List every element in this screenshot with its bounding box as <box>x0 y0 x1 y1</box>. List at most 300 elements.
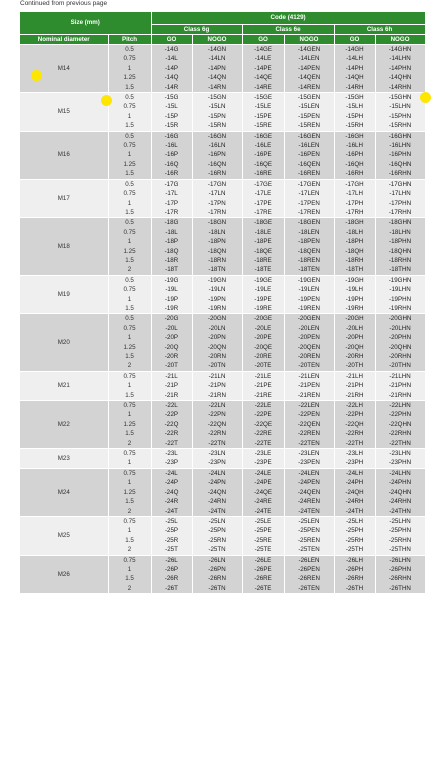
nogo-6h-cell: -19RHN <box>375 304 425 314</box>
go-6e-cell: -19GE <box>242 275 284 285</box>
nogo-6h-cell: -24LHN <box>375 468 425 478</box>
go-6h-cell: -24PH <box>334 478 375 487</box>
table-row <box>20 555 425 565</box>
go-6h-cell: -15RH <box>334 121 375 131</box>
go-6g-cell: -17L <box>151 189 192 198</box>
go-6g-cell: -23L <box>151 449 192 459</box>
nogo-6g-cell: -18RN <box>192 256 242 265</box>
go-6g-cell: -16Q <box>151 160 192 169</box>
nogo-6g-cell: -18GN <box>192 218 242 228</box>
go-6e-cell: -25RE <box>242 536 284 545</box>
pitch-cell: 0.75 <box>108 189 151 198</box>
pitch-cell: 1 <box>108 381 151 390</box>
nogo-6e-cell: -16GEN <box>284 131 334 141</box>
go-6g-cell: -26L <box>151 555 192 565</box>
go-6h-cell: -20GH <box>334 314 375 324</box>
pitch-cell: 2 <box>108 439 151 449</box>
nogo-6g-cell: -22RN <box>192 429 242 438</box>
go-6h-cell: -14QH <box>334 73 375 82</box>
nogo-6e-cell: -25PEN <box>284 526 334 535</box>
pitch-cell: 1.5 <box>108 352 151 361</box>
pitch-cell: 1.25 <box>108 247 151 256</box>
nogo-6e-cell: -20PEN <box>284 333 334 342</box>
pitch-cell: 1 <box>108 295 151 304</box>
nogo-6h-cell: -26THN <box>375 584 425 593</box>
go-6h-cell: -18PH <box>334 237 375 246</box>
nogo-6h-cell: -19PHN <box>375 295 425 304</box>
nogo-6e-cell: -16REN <box>284 169 334 179</box>
go-6e-cell: -19RE <box>242 304 284 314</box>
nogo-6e-cell: -18PEN <box>284 237 334 246</box>
nogo-6e-cell: -24REN <box>284 497 334 506</box>
pitch-cell: 1 <box>108 410 151 419</box>
nogo-6e-cell: -26PEN <box>284 565 334 574</box>
table-row <box>20 131 425 141</box>
nogo-6e-cell: -16LEN <box>284 141 334 150</box>
go-header-6g: GO <box>151 35 192 45</box>
pitch-cell: 0.75 <box>108 401 151 411</box>
nogo-6e-cell: -18GEN <box>284 218 334 228</box>
go-6g-cell: -14P <box>151 64 192 73</box>
nogo-6h-cell: -14GHN <box>375 45 425 55</box>
nogo-6g-cell: -22QN <box>192 420 242 429</box>
go-6e-cell: -25LE <box>242 516 284 526</box>
nogo-6h-cell: -25LHN <box>375 516 425 526</box>
go-6e-cell: -22PE <box>242 410 284 419</box>
nogo-6e-cell: -17GEN <box>284 179 334 189</box>
nogo-6g-cell: -14PN <box>192 64 242 73</box>
go-6e-cell: -18RE <box>242 256 284 265</box>
nogo-header-6g: NOGO <box>192 35 242 45</box>
go-6h-cell: -21RH <box>334 391 375 401</box>
nogo-6h-cell: -14PHN <box>375 64 425 73</box>
nogo-6h-cell: -15GHN <box>375 93 425 103</box>
go-6g-cell: -14R <box>151 83 192 93</box>
go-6e-cell: -25TE <box>242 545 284 555</box>
go-6h-cell: -22QH <box>334 420 375 429</box>
go-6e-cell: -18QE <box>242 247 284 256</box>
go-6h-cell: -25TH <box>334 545 375 555</box>
go-6h-cell: -26RH <box>334 574 375 583</box>
nogo-6h-cell: -25RHN <box>375 536 425 545</box>
nogo-6h-cell: -14LHN <box>375 54 425 63</box>
nogo-6g-cell: -24PN <box>192 478 242 487</box>
go-6g-cell: -23P <box>151 458 192 468</box>
nogo-6g-cell: -15LN <box>192 102 242 111</box>
table-row <box>20 45 425 55</box>
go-6e-cell: -24PE <box>242 478 284 487</box>
code-header: Code (4129) <box>151 12 425 25</box>
go-6g-cell: -19R <box>151 304 192 314</box>
go-6h-cell: -16RH <box>334 169 375 179</box>
nogo-6g-cell: -22PN <box>192 410 242 419</box>
go-6h-cell: -20RH <box>334 352 375 361</box>
go-6h-cell: -23LH <box>334 449 375 459</box>
nogo-6h-cell: -15LHN <box>375 102 425 111</box>
nogo-6h-cell: -20QHN <box>375 343 425 352</box>
nogo-6h-cell: -26LHN <box>375 555 425 565</box>
pitch-header: Pitch <box>108 35 151 45</box>
table-row <box>20 449 425 459</box>
nogo-6h-cell: -20GHN <box>375 314 425 324</box>
nogo-6h-cell: -26RHN <box>375 574 425 583</box>
table-row <box>20 93 425 103</box>
go-6h-cell: -20QH <box>334 343 375 352</box>
go-6g-cell: -20L <box>151 324 192 333</box>
nogo-6h-cell: -16GHN <box>375 131 425 141</box>
nogo-6g-cell: -17PN <box>192 199 242 208</box>
nogo-6g-cell: -20QN <box>192 343 242 352</box>
nogo-6e-cell: -16PEN <box>284 150 334 159</box>
pitch-cell: 1.25 <box>108 420 151 429</box>
go-6g-cell: -22L <box>151 401 192 411</box>
nogo-6g-cell: -21RN <box>192 391 242 401</box>
go-6g-cell: -22R <box>151 429 192 438</box>
go-6g-cell: -18R <box>151 256 192 265</box>
go-6h-cell: -16GH <box>334 131 375 141</box>
go-6h-cell: -22RH <box>334 429 375 438</box>
nogo-6e-cell: -19GEN <box>284 275 334 285</box>
nogo-6e-cell: -20GEN <box>284 314 334 324</box>
pitch-cell: 0.75 <box>108 102 151 111</box>
pitch-cell: 1.25 <box>108 73 151 82</box>
go-6e-cell: -26PE <box>242 565 284 574</box>
go-6e-cell: -22QE <box>242 420 284 429</box>
pitch-cell: 2 <box>108 545 151 555</box>
nogo-6g-cell: -18TN <box>192 265 242 275</box>
nogo-6g-cell: -16QN <box>192 160 242 169</box>
go-6e-cell: -19PE <box>242 295 284 304</box>
pitch-cell: 2 <box>108 361 151 371</box>
go-6g-cell: -24T <box>151 507 192 517</box>
nogo-6h-cell: -20RHN <box>375 352 425 361</box>
go-6h-cell: -14GH <box>334 45 375 55</box>
nogo-6h-cell: -17PHN <box>375 199 425 208</box>
nogo-6g-cell: -16LN <box>192 141 242 150</box>
pitch-cell: 0.75 <box>108 449 151 459</box>
go-6h-cell: -21LH <box>334 371 375 381</box>
nominal-diameter-cell: M17 <box>20 179 108 218</box>
go-6e-cell: -23LE <box>242 449 284 459</box>
pitch-cell: 1.5 <box>108 121 151 131</box>
pitch-cell: 1.5 <box>108 429 151 438</box>
nogo-6h-cell: -26PHN <box>375 565 425 574</box>
class-6g-header: Class 6g <box>151 25 242 35</box>
go-6g-cell: -24L <box>151 468 192 478</box>
pitch-cell: 1 <box>108 237 151 246</box>
nogo-6e-cell: -20TEN <box>284 361 334 371</box>
go-6e-cell: -22LE <box>242 401 284 411</box>
go-6e-cell: -20RE <box>242 352 284 361</box>
go-6g-cell: -22P <box>151 410 192 419</box>
pitch-cell: 1.5 <box>108 304 151 314</box>
pitch-cell: 0.75 <box>108 516 151 526</box>
go-6e-cell: -18LE <box>242 228 284 237</box>
go-6g-cell: -26T <box>151 584 192 593</box>
go-6g-cell: -26R <box>151 574 192 583</box>
go-6e-cell: -23PE <box>242 458 284 468</box>
go-6h-cell: -18TH <box>334 265 375 275</box>
go-6e-cell: -24LE <box>242 468 284 478</box>
go-6h-cell: -15LH <box>334 102 375 111</box>
go-6e-cell: -17GE <box>242 179 284 189</box>
nominal-diameter-cell: M20 <box>20 314 108 371</box>
go-6g-cell: -15P <box>151 112 192 121</box>
go-6h-cell: -20PH <box>334 333 375 342</box>
nogo-6h-cell: -20PHN <box>375 333 425 342</box>
highlight-marker <box>101 95 112 106</box>
size-header: Size (mm) <box>20 12 151 35</box>
table-row <box>20 371 425 381</box>
nogo-6g-cell: -22LN <box>192 401 242 411</box>
pitch-cell: 2 <box>108 584 151 593</box>
nogo-6h-cell: -17GHN <box>375 179 425 189</box>
nogo-6g-cell: -20RN <box>192 352 242 361</box>
nogo-6e-cell: -19PEN <box>284 295 334 304</box>
go-6h-cell: -26LH <box>334 555 375 565</box>
nogo-6h-cell: -16LHN <box>375 141 425 150</box>
go-6h-cell: -24LH <box>334 468 375 478</box>
table-row <box>20 314 425 324</box>
nogo-6h-cell: -22PHN <box>375 410 425 419</box>
go-6h-cell: -25PH <box>334 526 375 535</box>
nogo-6g-cell: -17LN <box>192 189 242 198</box>
go-6g-cell: -14G <box>151 45 192 55</box>
go-6e-cell: -25PE <box>242 526 284 535</box>
nogo-6e-cell: -17PEN <box>284 199 334 208</box>
pitch-cell: 0.5 <box>108 179 151 189</box>
nogo-6e-cell: -22TEN <box>284 439 334 449</box>
nogo-6g-cell: -20TN <box>192 361 242 371</box>
nogo-6h-cell: -19GHN <box>375 275 425 285</box>
nogo-6g-cell: -24LN <box>192 468 242 478</box>
go-6h-cell: -17LH <box>334 189 375 198</box>
pitch-cell: 1.5 <box>108 256 151 265</box>
nogo-6g-cell: -25LN <box>192 516 242 526</box>
go-6e-cell: -14RE <box>242 83 284 93</box>
pitch-cell: 1 <box>108 112 151 121</box>
pitch-cell: 1 <box>108 64 151 73</box>
nogo-6e-cell: -16QEN <box>284 160 334 169</box>
nogo-6e-cell: -15GEN <box>284 93 334 103</box>
nogo-6e-cell: -25REN <box>284 536 334 545</box>
go-header-6e: GO <box>242 35 284 45</box>
pitch-cell: 1 <box>108 565 151 574</box>
nominal-diameter-cell: M26 <box>20 555 108 593</box>
go-6g-cell: -22Q <box>151 420 192 429</box>
nogo-6h-cell: -25THN <box>375 545 425 555</box>
go-6h-cell: -15GH <box>334 93 375 103</box>
go-6g-cell: -18Q <box>151 247 192 256</box>
go-6g-cell: -20G <box>151 314 192 324</box>
pitch-cell: 0.5 <box>108 93 151 103</box>
nogo-6h-cell: -21LHN <box>375 371 425 381</box>
go-6h-cell: -22LH <box>334 401 375 411</box>
nogo-6g-cell: -21PN <box>192 381 242 390</box>
highlight-marker <box>31 70 42 81</box>
pitch-cell: 0.75 <box>108 141 151 150</box>
nogo-6h-cell: -22QHN <box>375 420 425 429</box>
nogo-6h-cell: -24RHN <box>375 497 425 506</box>
highlight-marker <box>420 92 431 103</box>
go-6g-cell: -19L <box>151 285 192 294</box>
go-6g-cell: -16R <box>151 169 192 179</box>
nogo-6g-cell: -21LN <box>192 371 242 381</box>
go-6e-cell: -18GE <box>242 218 284 228</box>
nogo-6h-cell: -20THN <box>375 361 425 371</box>
go-6e-cell: -26LE <box>242 555 284 565</box>
go-6g-cell: -14Q <box>151 73 192 82</box>
go-6h-cell: -22TH <box>334 439 375 449</box>
nogo-6g-cell: -14GN <box>192 45 242 55</box>
pitch-cell: 1.25 <box>108 343 151 352</box>
go-6e-cell: -15RE <box>242 121 284 131</box>
nogo-6g-cell: -26PN <box>192 565 242 574</box>
go-6g-cell: -16P <box>151 150 192 159</box>
go-6h-cell: -16PH <box>334 150 375 159</box>
nogo-6e-cell: -14GEN <box>284 45 334 55</box>
nominal-diameter-cell: M18 <box>20 218 108 275</box>
go-6h-cell: -19PH <box>334 295 375 304</box>
gauge-code-table <box>20 12 426 593</box>
nogo-6h-cell: -23LHN <box>375 449 425 459</box>
go-6e-cell: -18TE <box>242 265 284 275</box>
nogo-6g-cell: -15GN <box>192 93 242 103</box>
pitch-cell: 0.5 <box>108 131 151 141</box>
go-6g-cell: -25P <box>151 526 192 535</box>
go-6g-cell: -20R <box>151 352 192 361</box>
nogo-6e-cell: -14QEN <box>284 73 334 82</box>
nogo-6g-cell: -14RN <box>192 83 242 93</box>
nogo-6g-cell: -18PN <box>192 237 242 246</box>
pitch-cell: 0.75 <box>108 371 151 381</box>
pitch-cell: 0.75 <box>108 324 151 333</box>
nominal-diameter-cell: M21 <box>20 371 108 400</box>
nogo-6h-cell: -23PHN <box>375 458 425 468</box>
go-6h-cell: -25LH <box>334 516 375 526</box>
go-6g-cell: -18G <box>151 218 192 228</box>
go-6h-cell: -17PH <box>334 199 375 208</box>
nominal-diameter-cell: M22 <box>20 401 108 449</box>
nogo-6e-cell: -20REN <box>284 352 334 361</box>
nominal-diameter-cell: M14 <box>20 45 108 93</box>
go-6e-cell: -16GE <box>242 131 284 141</box>
go-6e-cell: -14PE <box>242 64 284 73</box>
nogo-6h-cell: -14QHN <box>375 73 425 82</box>
nogo-6h-cell: -20LHN <box>375 324 425 333</box>
continued-note: Continued from previous page <box>20 0 108 7</box>
nogo-6g-cell: -18QN <box>192 247 242 256</box>
nominal-diameter-cell: M19 <box>20 275 108 314</box>
nominal-diameter-cell: M24 <box>20 468 108 516</box>
nogo-6e-cell: -15PEN <box>284 112 334 121</box>
pitch-cell: 1 <box>108 478 151 487</box>
nominal-diameter-cell: M15 <box>20 93 108 132</box>
nogo-6h-cell: -18GHN <box>375 218 425 228</box>
go-6e-cell: -26RE <box>242 574 284 583</box>
table-row <box>20 179 425 189</box>
nogo-6g-cell: -19LN <box>192 285 242 294</box>
go-6g-cell: -16G <box>151 131 192 141</box>
pitch-cell: 1 <box>108 333 151 342</box>
nogo-6e-cell: -14REN <box>284 83 334 93</box>
go-6h-cell: -24RH <box>334 497 375 506</box>
nogo-6e-cell: -26REN <box>284 574 334 583</box>
go-6e-cell: -22TE <box>242 439 284 449</box>
go-6h-cell: -24QH <box>334 488 375 497</box>
nogo-6e-cell: -24QEN <box>284 488 334 497</box>
go-6e-cell: -14QE <box>242 73 284 82</box>
table-row <box>20 218 425 228</box>
nogo-6e-cell: -26LEN <box>284 555 334 565</box>
nogo-6e-cell: -24PEN <box>284 478 334 487</box>
nogo-6h-cell: -22THN <box>375 439 425 449</box>
nogo-6e-cell: -21PEN <box>284 381 334 390</box>
nogo-6g-cell: -15RN <box>192 121 242 131</box>
nogo-6e-cell: -14LEN <box>284 54 334 63</box>
nogo-6g-cell: -16PN <box>192 150 242 159</box>
go-6e-cell: -14GE <box>242 45 284 55</box>
go-6h-cell: -17RH <box>334 208 375 218</box>
pitch-cell: 1.5 <box>108 83 151 93</box>
nogo-6g-cell: -23LN <box>192 449 242 459</box>
go-6g-cell: -25L <box>151 516 192 526</box>
nogo-6e-cell: -21LEN <box>284 371 334 381</box>
go-6h-cell: -18GH <box>334 218 375 228</box>
nogo-6e-cell: -18LEN <box>284 228 334 237</box>
go-6e-cell: -21LE <box>242 371 284 381</box>
nogo-6g-cell: -20GN <box>192 314 242 324</box>
nogo-6h-cell: -17LHN <box>375 189 425 198</box>
nogo-6h-cell: -24QHN <box>375 488 425 497</box>
nogo-6g-cell: -20LN <box>192 324 242 333</box>
nogo-6h-cell: -17RHN <box>375 208 425 218</box>
nominal-diameter-cell: M23 <box>20 449 108 469</box>
go-6e-cell: -24RE <box>242 497 284 506</box>
nogo-6e-cell: -20LEN <box>284 324 334 333</box>
go-6e-cell: -20TE <box>242 361 284 371</box>
nogo-6g-cell: -26TN <box>192 584 242 593</box>
nogo-6g-cell: -18LN <box>192 228 242 237</box>
go-6e-cell: -20GE <box>242 314 284 324</box>
pitch-cell: 0.5 <box>108 314 151 324</box>
pitch-cell: 1.5 <box>108 391 151 401</box>
table-row <box>20 468 425 478</box>
pitch-cell: 0.5 <box>108 275 151 285</box>
go-6g-cell: -17G <box>151 179 192 189</box>
go-6g-cell: -19G <box>151 275 192 285</box>
go-6e-cell: -26TE <box>242 584 284 593</box>
pitch-cell: 1.5 <box>108 497 151 506</box>
nogo-6h-cell: -18THN <box>375 265 425 275</box>
nogo-6g-cell: -20PN <box>192 333 242 342</box>
nogo-6g-cell: -26RN <box>192 574 242 583</box>
go-6g-cell: -25T <box>151 545 192 555</box>
nogo-6g-cell: -16RN <box>192 169 242 179</box>
nogo-6g-cell: -25RN <box>192 536 242 545</box>
go-6e-cell: -18PE <box>242 237 284 246</box>
nogo-6e-cell: -20QEN <box>284 343 334 352</box>
nogo-6h-cell: -18PHN <box>375 237 425 246</box>
nogo-6g-cell: -14QN <box>192 73 242 82</box>
nogo-6e-cell: -18QEN <box>284 247 334 256</box>
go-header-6h: GO <box>334 35 375 45</box>
pitch-cell: 2 <box>108 265 151 275</box>
nogo-6h-cell: -16QHN <box>375 160 425 169</box>
pitch-cell: 1 <box>108 150 151 159</box>
nogo-6h-cell: -18QHN <box>375 247 425 256</box>
go-6h-cell: -14PH <box>334 64 375 73</box>
